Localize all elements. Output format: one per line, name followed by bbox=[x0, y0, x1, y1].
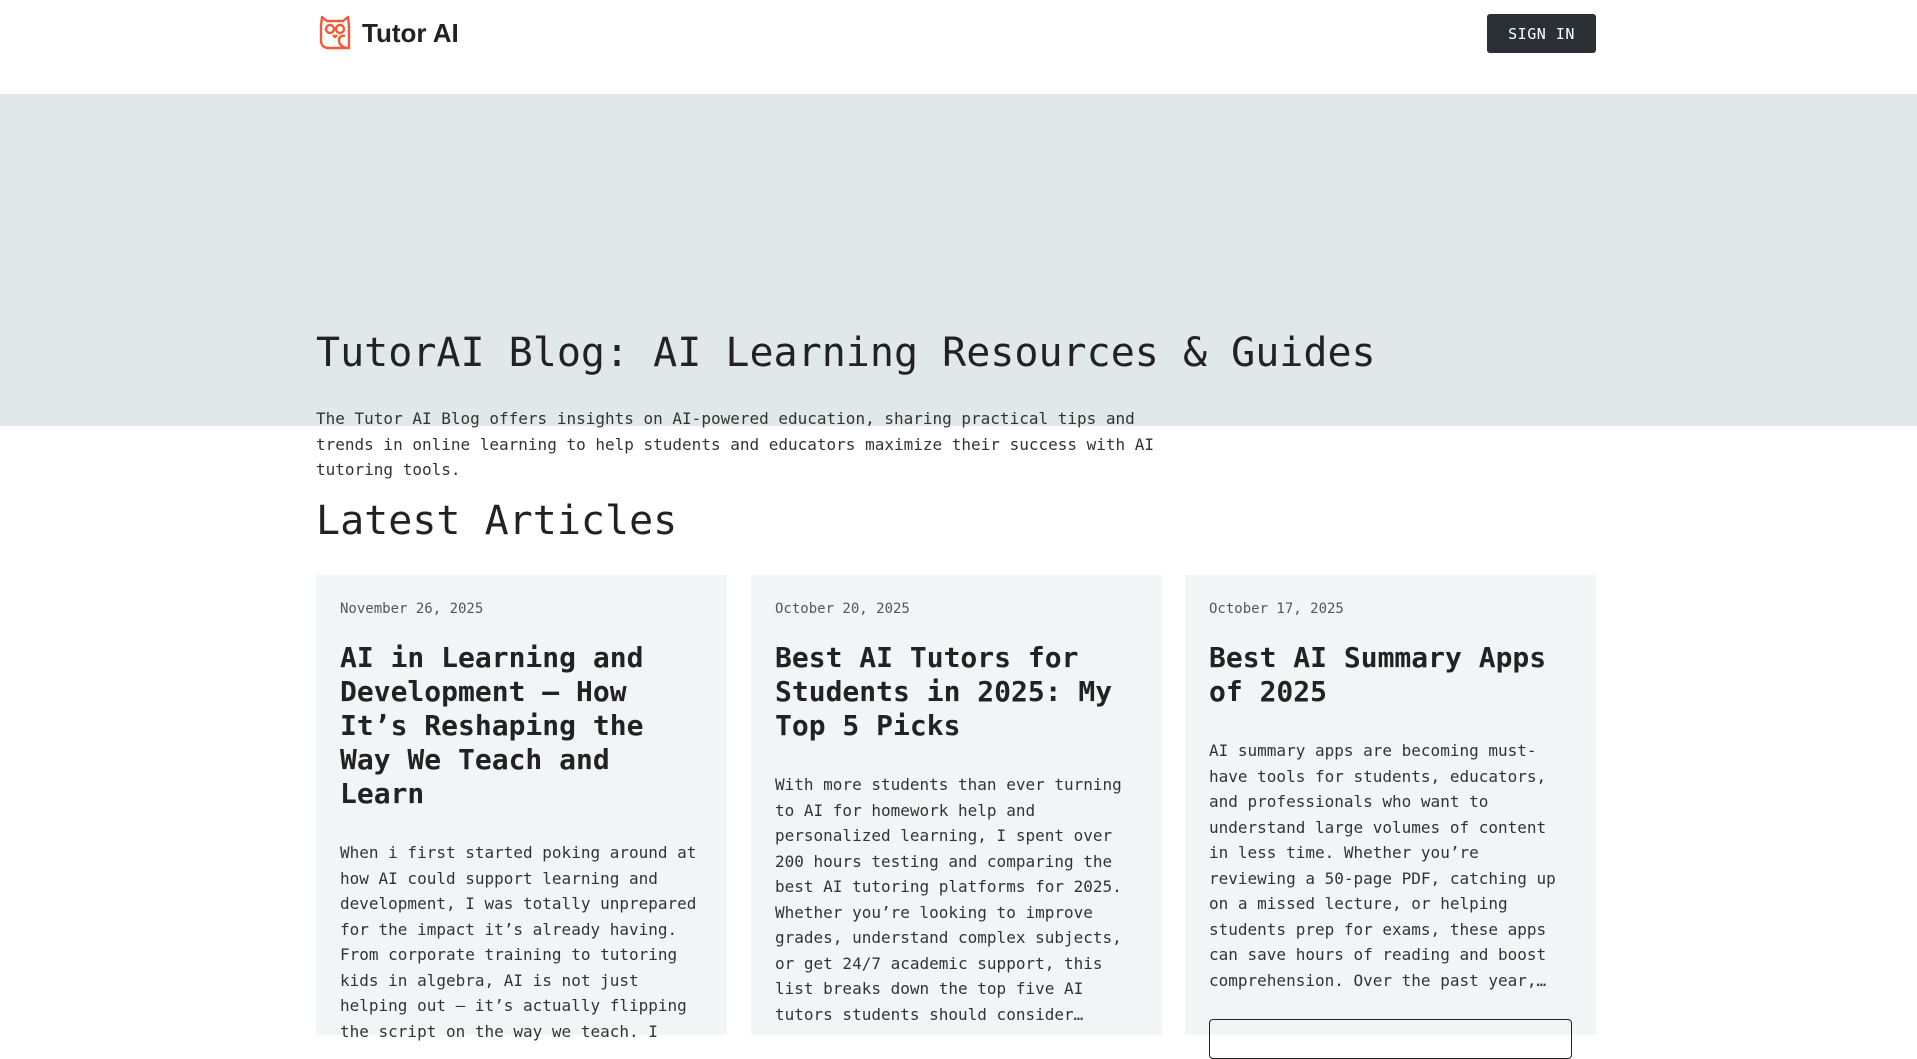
article-title[interactable]: Best AI Tutors for Students in 2025: My Top 5 Picks bbox=[775, 641, 1113, 742]
read-more-button[interactable] bbox=[1209, 1019, 1572, 1059]
logo-link[interactable] bbox=[318, 14, 459, 52]
article-date: October 20, 2025 bbox=[775, 601, 910, 617]
article-excerpt: When i first started poking around at how AI could support learning and development, I was totally unprepared for the impact it’s already having. From corporate training to tutoring kids in algebra, AI is not just helping out – it’s actually flipping the script on the way we teach. I bbox=[340, 843, 697, 1041]
brand-name: Tutor AI bbox=[362, 17, 459, 48]
article-excerpt: With more students than ever turning to AI for homework help and personalized learning, I spent over 200 hours testing and comparing the best AI tutoring platforms for 2025. Whether you’re looking to improve grades, understand complex subjects, or get 24/7 academic support, this list breaks down the top five AI tutors students should consider… bbox=[775, 775, 1122, 1024]
article-date: November 26, 2025 bbox=[340, 601, 484, 617]
site-header bbox=[0, 0, 1917, 94]
article-card[interactable] bbox=[316, 575, 727, 1041]
section-title: Latest Articles bbox=[316, 498, 678, 544]
article-excerpt: AI summary apps are becoming must-have tools for students, educators, and professionals who want to understand large volumes of content in less time. Whether you’re reviewing a 50-page PDF, catching up on a missed lecture, or helping students prep for exams, these apps can save hours of reading and boost comprehension. Over the past year,… bbox=[1209, 741, 1556, 990]
article-title[interactable]: AI in Learning and Development – How It’s Reshaping the Way We Teach and Learn bbox=[340, 641, 644, 810]
page-title: TutorAI Blog: AI Learning Resources & Guides bbox=[316, 330, 1376, 376]
article-title[interactable]: Best AI Summary Apps of 2025 bbox=[1209, 641, 1547, 708]
article-card[interactable] bbox=[751, 575, 1162, 1035]
hero-banner bbox=[0, 94, 1917, 479]
hero-description: The Tutor AI Blog offers insights on AI-powered education, sharing practical tips and trends in online learning to help students and educators maximize their success with AI tutoring tools. bbox=[316, 409, 1155, 479]
article-date: October 17, 2025 bbox=[1209, 601, 1344, 617]
sign-in-button[interactable]: SIGN IN bbox=[1487, 14, 1596, 53]
owl-icon bbox=[318, 14, 352, 52]
article-card[interactable] bbox=[1185, 575, 1596, 1035]
